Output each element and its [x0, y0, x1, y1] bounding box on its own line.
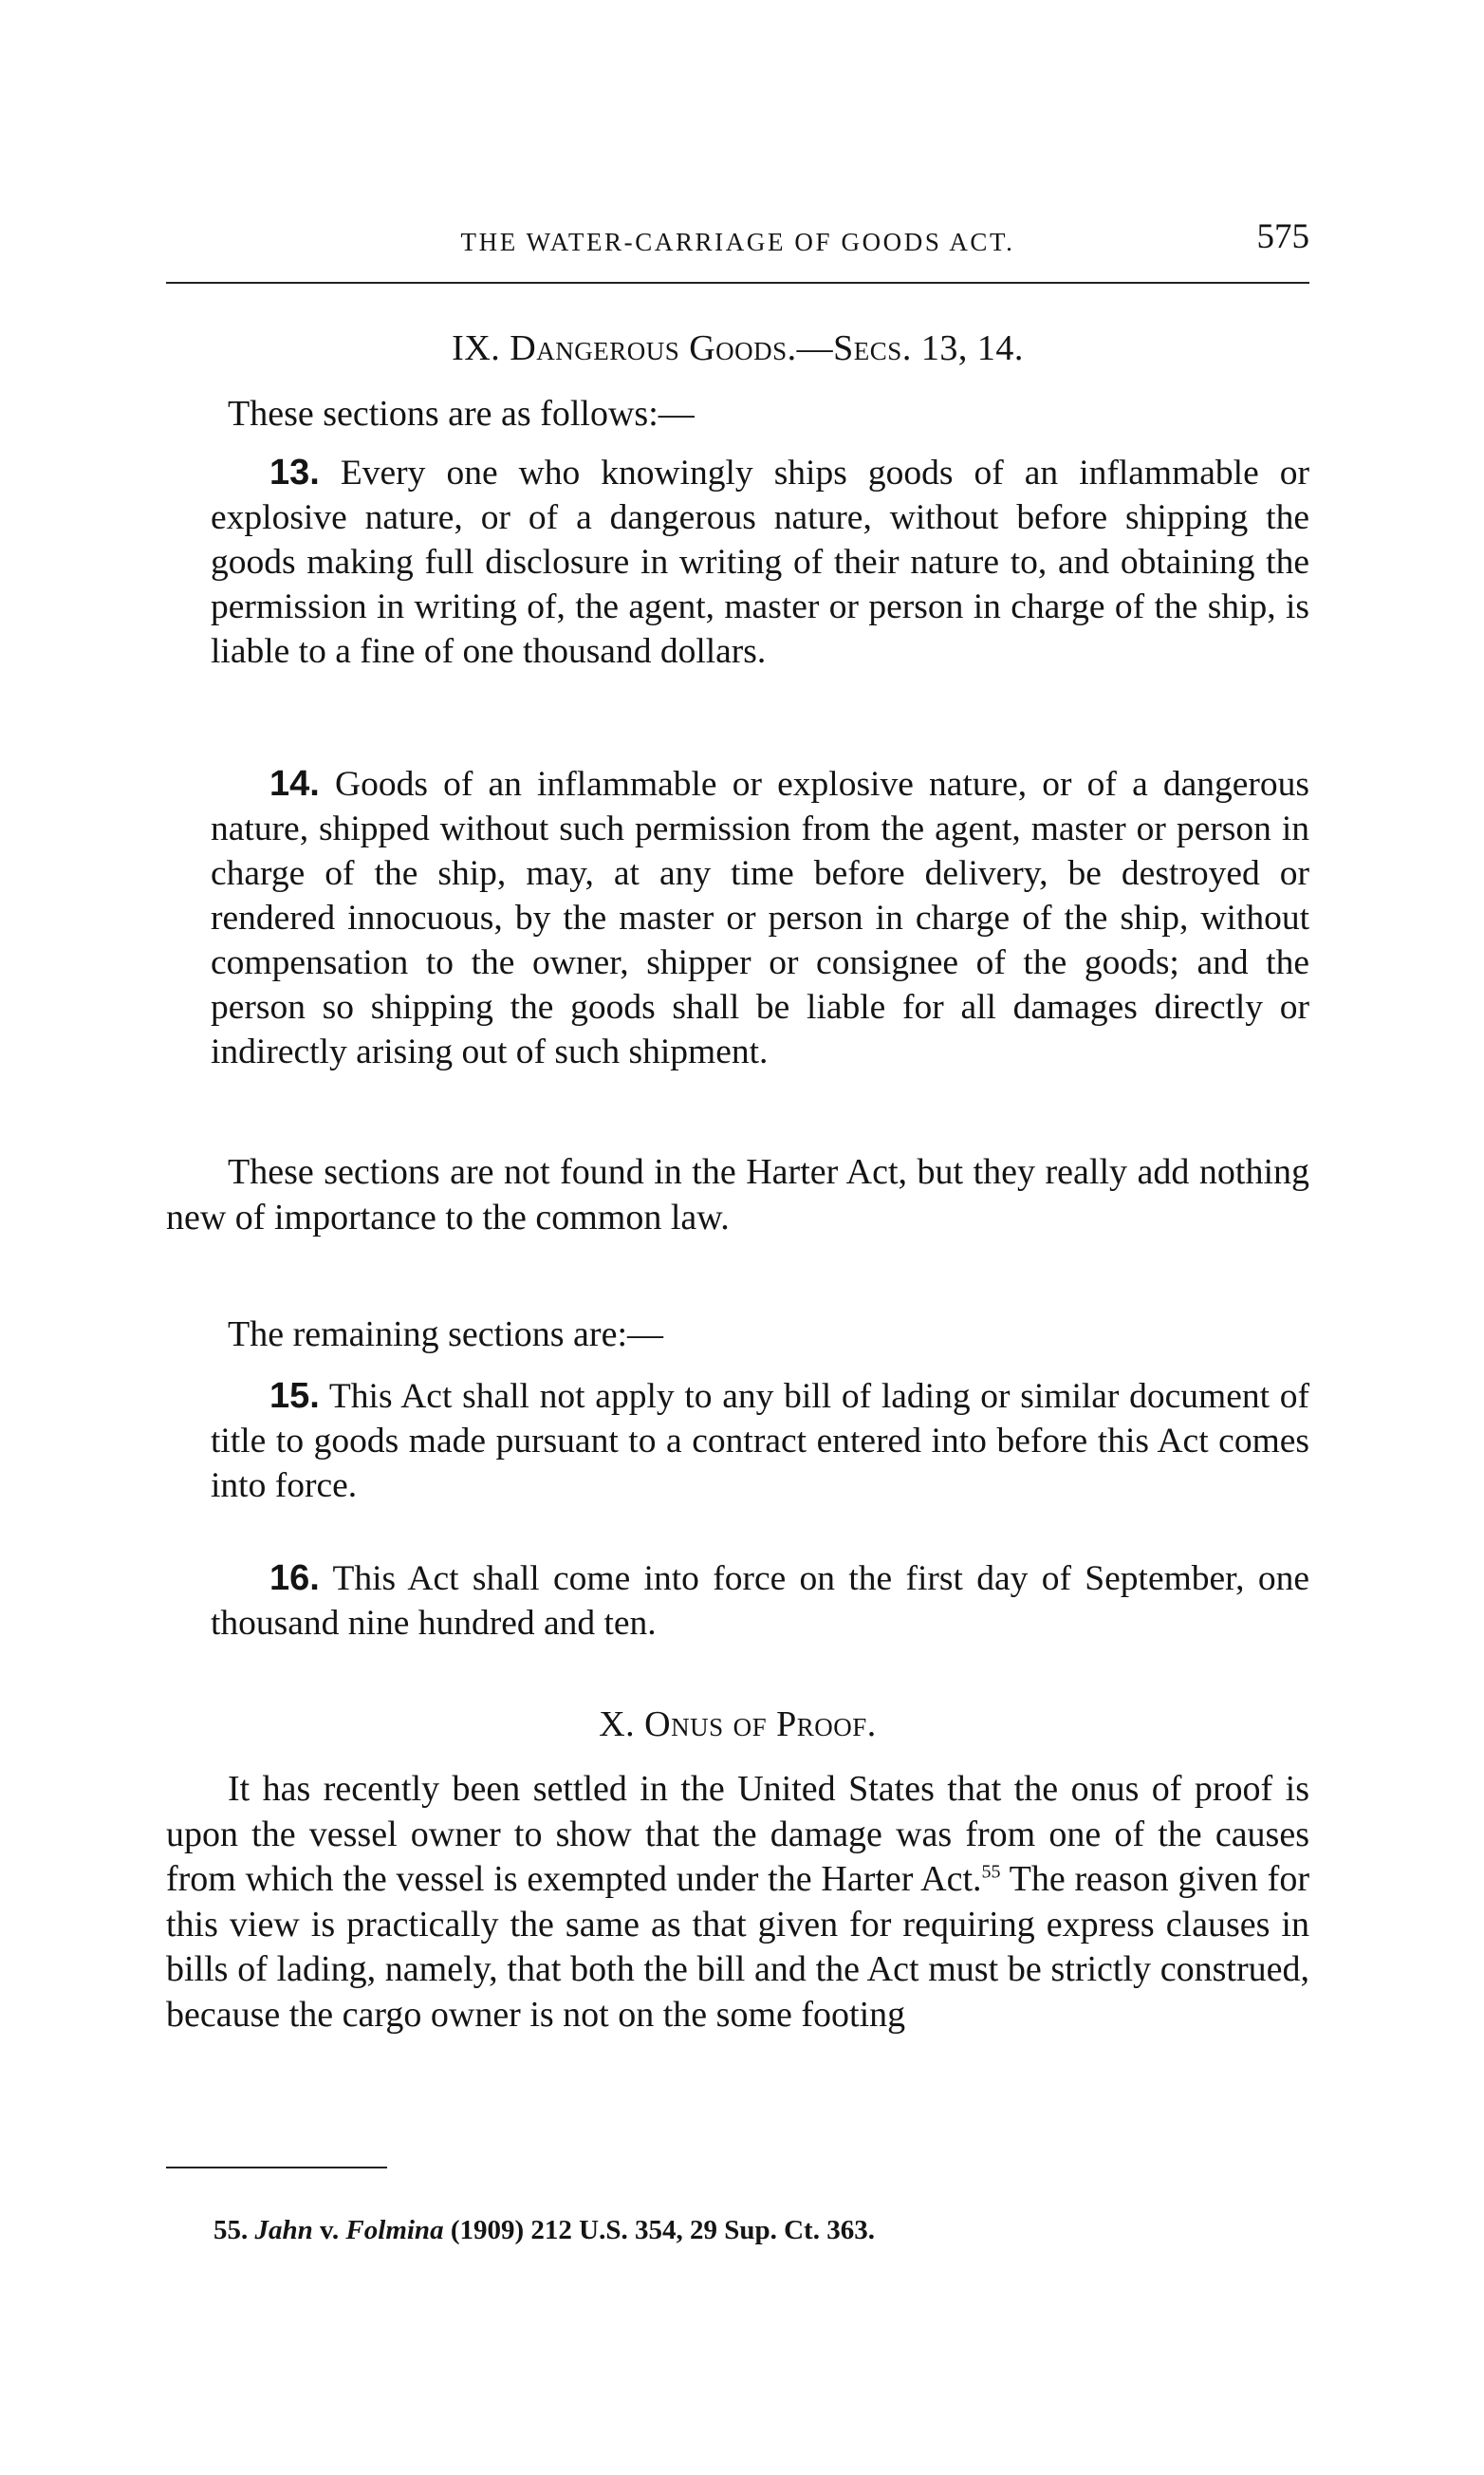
running-head: [166, 216, 1309, 273]
section-15-paragraph: [211, 1374, 1309, 1508]
section-15-text: This Act shall not apply to any bill of lading or similar document of title to goods made pursuant to a contract entered into before this Act comes into force.: [211, 1377, 1309, 1505]
onus-paragraph: [166, 1767, 1309, 2038]
section-14-paragraph: [211, 762, 1309, 1074]
footnote-case-name: Jahn: [254, 2215, 313, 2245]
intro-text: These sections are as follows:—: [228, 394, 695, 434]
footnote-versus: v.: [320, 2215, 340, 2245]
section-14-text: Goods of an inflammable or explosive nature, or of a dangerous nature, shipped without such permission from the agent, master or person in charge of the ship, may, at any time before delivery, be destroyed or rendered innocuous, by the master or person in charge of the ship, without compensation to the owner, shipper or consignee of the goods; and the person so shipping the goods shall be liable for all damages directly or indirectly arising out of such shipment.: [211, 765, 1310, 1071]
footnote-citation: (1909) 212 U.S. 354, 29 Sup. Ct. 363.: [450, 2215, 875, 2245]
onus-text-part-2: The reason given for this view is practically the same as that given for requiring express clauses in bills of lading, namely, that both the bill and the Act must be strictly construed, because the cargo owner is not on the some footing: [166, 1859, 1309, 2035]
remaining-intro-text: The remaining sections are:—: [228, 1314, 664, 1354]
section-14-number: 14.: [269, 764, 320, 804]
section-13-paragraph: [211, 451, 1309, 674]
section-13-number: 13.: [269, 453, 320, 493]
header-rule: [166, 282, 1309, 284]
section-15-number: 15.: [269, 1376, 320, 1416]
onus-text-part-1: It has recently been settled in the United States that the onus of proof is upon the vessel owner to show that the damage was from one of the causes from which the vessel is exempted under the Harter Act.: [166, 1769, 1309, 1899]
footnote-rule: [166, 2167, 387, 2168]
running-title: THE WATER-CARRIAGE OF GOODS ACT.: [460, 228, 1015, 256]
commentary-paragraph: These sections are not found in the Harter Act, but they really add nothing new of importance to the common law.: [166, 1152, 1309, 1238]
footnote-number: 55.: [213, 2215, 249, 2245]
footnote-55: [213, 2213, 1257, 2247]
section-16-paragraph: [211, 1556, 1309, 1646]
section-heading-x: X. Onus of Proof.: [599, 1704, 877, 1744]
footnote-party: Folmina: [345, 2215, 444, 2245]
section-heading-ix: IX. Dangerous Goods.—Secs. 13, 14.: [452, 328, 1024, 368]
page-number: 575: [1256, 217, 1309, 256]
section-13-text: Every one who knowingly ships goods of an inflammable or explosive nature, or of a dangerous nature, without before shipping the goods making full disclosure in writing of their nature to, and obtaining the permission in writing of, the agent, master or person in charge of the ship, is liable to a fine of one thousand dollars.: [211, 454, 1309, 671]
section-16-number: 16.: [269, 1558, 320, 1598]
remaining-intro-paragraph: [166, 1312, 1309, 1358]
section-16-text: This Act shall come into force on the first day of September, one thousand nine hundred and ten.: [211, 1559, 1309, 1643]
footnote-reference: 55: [981, 1861, 1001, 1883]
intro-paragraph: [166, 392, 1309, 437]
